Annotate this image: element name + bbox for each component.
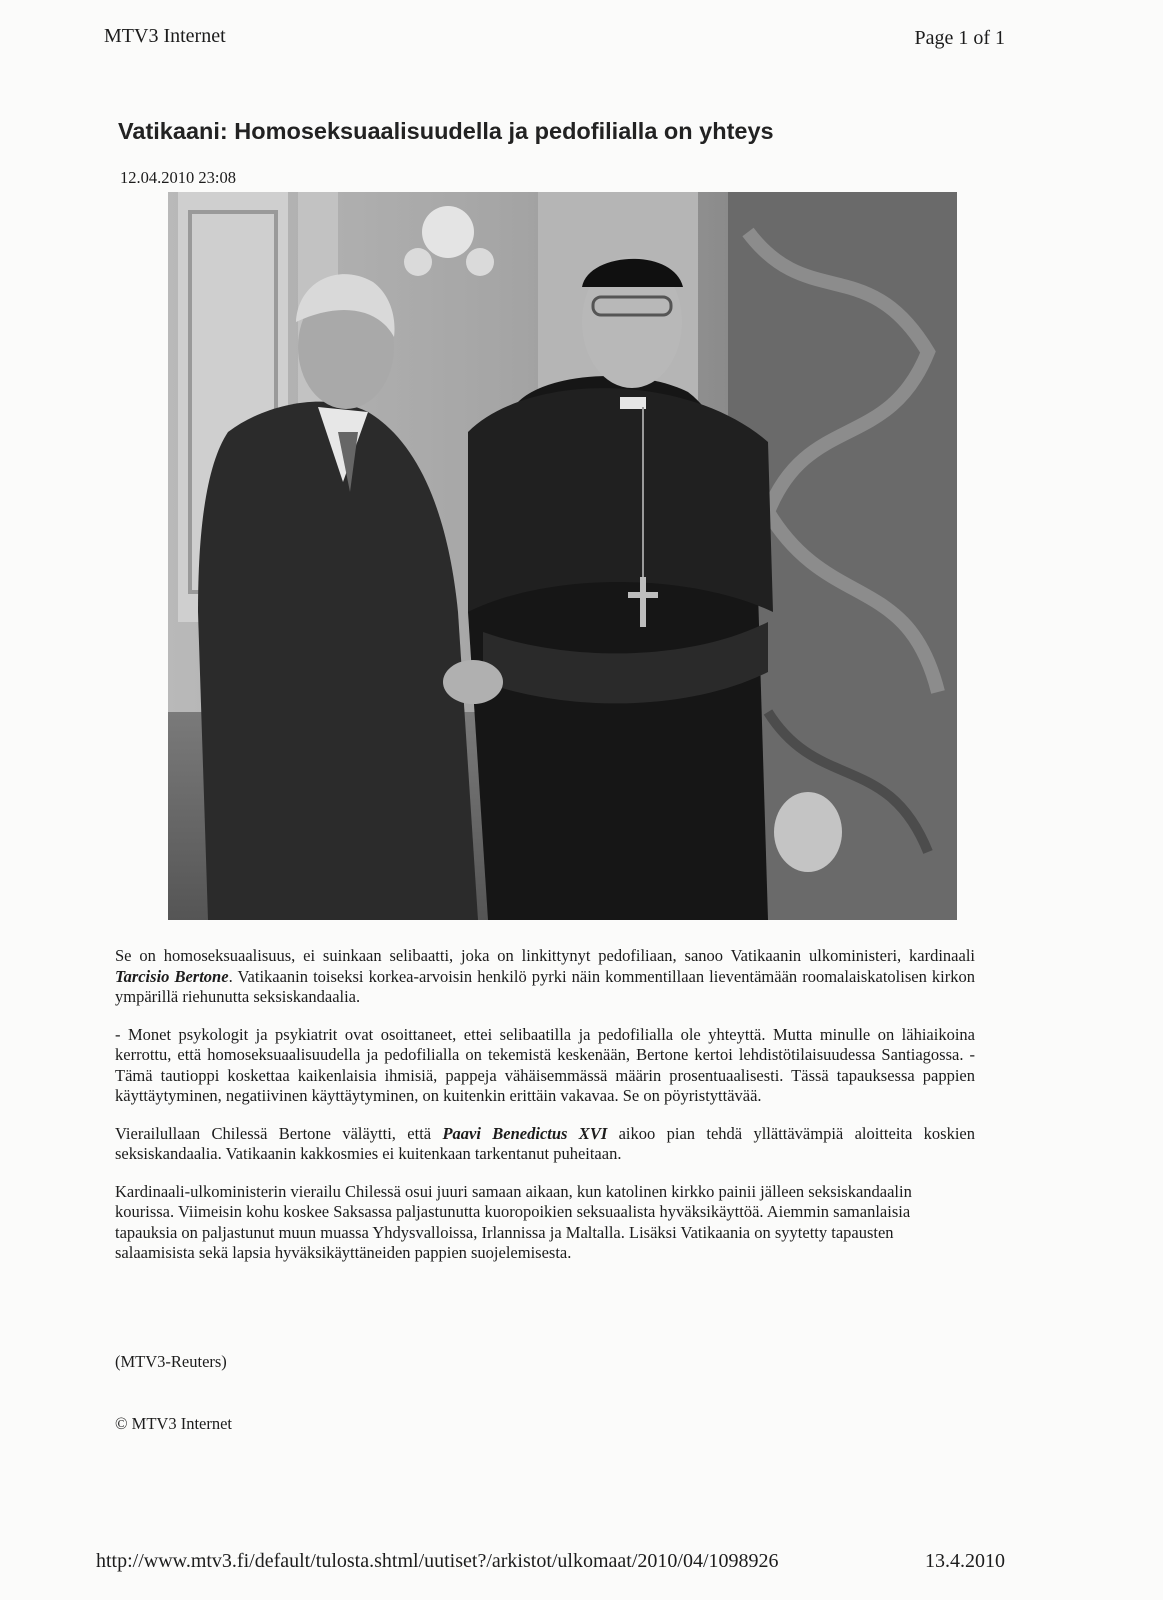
- print-footer-url: http://www.mtv3.fi/default/tulosta.shtml/uutiset?/arkistot/ulkomaat/2010/04/1098926: [96, 1550, 779, 1572]
- article-paragraph-2: - Monet psykologit ja psykiatrit ovat osoittaneet, ettei selibaatilla ja pedofilialla ole yhteyttä. Mutta minulle on lähiaikoina kerrottu, että homoseksuaalisuudella ja pedofilialla on tekemistä keskenään, Bertone kertoi lehdistötilaisuudessa Santiagossa. - Tämä tautioppi koskettaa kaikenlaisia ihmisiä, pappeja vähäisemmässä määrin prosentuaalisesti. Tässä tapauksessa pappien käyttäytyminen, negatiivinen käyttäytyminen, on kuitenkin erittäin vakavaa. Se on pöyristyttävää.: [115, 1024, 975, 1105]
- article-paragraph-3: Vierailullaan Chilessä Bertone väläytti, että Paavi Benedictus XVI aikoo pian tehdä yllättävämpiä aloitteita koskien seksiskandaalia. Vatikaanin kakkosmies ei kuitenkaan tarkentanut puheitaan.: [115, 1123, 975, 1163]
- print-footer-date: 13.4.2010: [925, 1550, 1005, 1572]
- article-paragraph-1: Se on homoseksuaalisuus, ei suinkaan selibaatti, joka on linkittynyt pedofiliaan, sanoo Vatikaanin ulkoministeri, kardinaali Tarcisio Bertone. Vatikaanin toiseksi korkea-arvoisin henkilö pyrki näin kommentillaan lieventämään roomalaiskatolisen kirkon ympärillä riehunutta seksiskandaalia.: [115, 946, 975, 1006]
- print-header-site: MTV3 Internet: [104, 25, 226, 47]
- emphasis-name-bertone: Tarcisio Bertone: [115, 966, 229, 986]
- article-paragraph-4: Kardinaali-ulkoministerin vierailu Chilessä osui juuri samaan aikaan, kun katolinen kirkko painii jälleen seksiskandaalin kourissa. Viimeisin kohu koskee Saksassa paljastunutta kuoropoikien seksuaalista hyväksikäyttöä. Aiemmin samanlaisia tapauksia on paljastunut muun muassa Yhdysvalloissa, Irlannissa ja Maltalla. Lisäksi Vatikaania on syytetty tapausten salaamisista sekä lapsia hyväksikäyttäneiden pappien suojelemisesta.: [115, 1181, 912, 1262]
- photo-image: [168, 192, 957, 920]
- article-photo: [168, 192, 957, 920]
- copyright-notice: © MTV3 Internet: [115, 1414, 233, 1433]
- article-source: (MTV3-Reuters): [115, 1352, 227, 1371]
- article-title: Vatikaani: Homoseksuaalisuudella ja pedofilialla on yhteys: [118, 118, 774, 144]
- article-datetime: 12.04.2010 23:08: [120, 168, 236, 187]
- print-header-page-number: Page 1 of 1: [914, 27, 1005, 49]
- emphasis-name-pope: Paavi Benedictus XVI: [442, 1123, 608, 1143]
- article-body: [115, 946, 975, 1281]
